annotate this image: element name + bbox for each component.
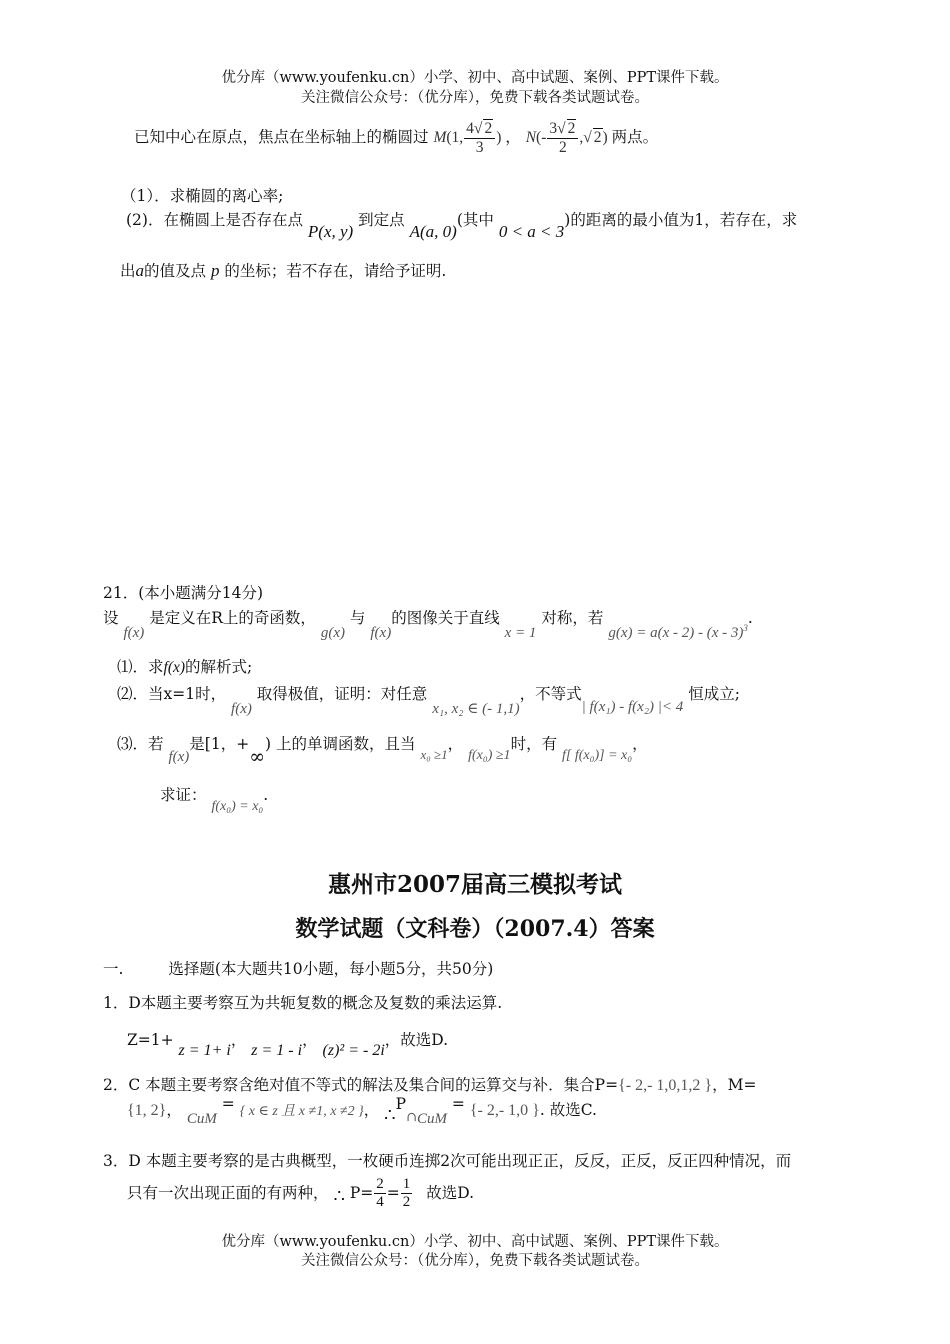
a1-end: ，故选D. <box>384 1031 449 1049</box>
point-n-close: ) <box>602 128 608 146</box>
q21-l1-a: 设 <box>103 609 119 627</box>
q21-s2-b: 取得极值，证明：对任意 <box>256 685 428 703</box>
q21-l1-e: 对称，若 <box>541 609 604 627</box>
q21-sub-1 <box>117 655 252 677</box>
proof-formula: f(x₀) = x₀ <box>211 799 264 814</box>
a3-end: 故选D. <box>426 1183 475 1202</box>
q20-part-3-line <box>120 259 446 281</box>
f-of-x-s1: f(x) <box>163 659 186 676</box>
q21-s3-f: ， <box>632 735 648 753</box>
q21-s3-d: ， <box>447 735 464 753</box>
point-m-fraction <box>464 120 495 157</box>
q20-intro-line <box>134 120 658 157</box>
point-n-label: N <box>525 128 537 146</box>
a3-den1: 4 <box>376 1194 384 1211</box>
q21-proof-end: . <box>263 786 269 804</box>
q21-l1-end: . <box>747 609 753 627</box>
f-of-x-s3: f(x) <box>168 749 190 765</box>
a2-set-p: {- 2,- 1,0,1,2 } <box>618 1077 713 1094</box>
q20-part-3-b: 的值及点 <box>144 262 207 280</box>
header-line-2: 关注微信公众号：（优分库），免费下载各类试题试卷。 <box>301 90 649 106</box>
q20-separator: ， <box>505 127 521 146</box>
a2-eq2: = <box>451 1095 465 1113</box>
therefore-icon: ∴ <box>384 1105 396 1126</box>
a2-cum-2: CuM <box>416 1111 447 1127</box>
q20-intro-text: 已知中心在原点，焦点在坐标轴上的椭圆过 <box>134 127 429 146</box>
var-a: a <box>135 261 145 280</box>
q21-s3-b: 是[1，+ <box>189 735 250 753</box>
a2-eq: = <box>221 1095 235 1113</box>
g-formula <box>608 625 748 641</box>
a3-den2: 2 <box>402 1194 411 1211</box>
x0-condition: x₀ ≥1 <box>420 747 448 762</box>
q21-l1-d: 的图像关于直线 <box>391 609 500 627</box>
sqrt-icon: √ <box>473 120 483 137</box>
q21-heading: 21．(本小题满分14分) <box>103 584 264 602</box>
q21-s2-c: ，不等式 <box>519 685 582 703</box>
point-m-close: ) <box>496 128 502 146</box>
answer-title-1: 惠州市2007届高三模拟考试 <box>327 871 622 898</box>
q21-sub-3 <box>117 732 937 768</box>
f-of-x-2: f(x) <box>370 625 392 641</box>
ffx0-condition: f[ f(x₀)] = x₀ <box>562 748 633 763</box>
footer-line-2: 关注微信公众号：（优分库），免费下载各类试题试卷。 <box>301 1253 649 1269</box>
a3-p: P= <box>349 1183 374 1202</box>
a1-s2: ， <box>302 1031 318 1049</box>
var-p: p <box>210 261 220 280</box>
point-m-den: 3 <box>475 138 484 156</box>
a3-num2: 1 <box>401 1176 413 1194</box>
header-line-1: 优分库（www.youfenku.cn）小学、初中、高中试题、案例、PPT课件下载。 <box>221 70 729 86</box>
q21-s1-b: 的解析式; <box>185 658 253 676</box>
a2-p2: P <box>395 1095 407 1113</box>
a3-frac-1 <box>374 1176 386 1212</box>
point-m-num-4: 4 <box>466 120 474 137</box>
a2-end: . 故选C. <box>539 1101 597 1119</box>
q21-line-1 <box>103 606 933 641</box>
section-1 <box>103 957 493 979</box>
q21-s3-a: ⑶．若 <box>117 735 164 753</box>
infinity-icon: ∞ <box>249 746 266 768</box>
q20-part-2-c: (其中 <box>456 211 494 229</box>
answer-1: 1．D本题主要考察互为共轭复数的概念及复数的乘法运算. <box>103 994 503 1012</box>
sqrt-icon: √ <box>583 128 592 146</box>
f-of-x: f(x) <box>123 625 145 641</box>
range-a: 0 < a < 3 <box>498 222 565 241</box>
point-n-root: 2 <box>593 128 602 146</box>
therefore-icon: ∴ <box>333 1185 345 1207</box>
point-n-num-root: 2 <box>567 120 576 137</box>
inequality: | f(x₁) - f(x₂) |< 4 <box>581 699 684 715</box>
a1-s1: ， <box>230 1031 247 1049</box>
line-x-eq-1: x = 1 <box>504 625 537 641</box>
answer-title-2: 数学试题（文科卷）（2007.4）答案 <box>295 916 655 942</box>
a1-z: Z=1+ <box>127 1031 174 1049</box>
q21-proof <box>160 783 269 814</box>
a3-b: 只有一次出现正面的有两种， <box>127 1183 329 1202</box>
point-p-xy: P(x, y) <box>307 222 354 241</box>
q21-s2-a: ⑵．当x=1时， <box>117 685 227 703</box>
a2-m: ，M= <box>712 1076 757 1094</box>
section-1-num: 一. <box>103 960 124 978</box>
point-n-num-3: 3 <box>549 120 558 137</box>
q20-part-2-b: 到定点 <box>358 211 405 229</box>
f-x0-condition: f(x₀) ≥1 <box>468 748 511 763</box>
q20-part-2-a: (2)．在椭圆上是否存在点 <box>126 211 303 229</box>
q20-part-2-d: )的距离的最小值为1，若存在，求 <box>564 211 798 229</box>
section-1-text: 选择题(本大题共10小题，每小题5分，共50分) <box>168 960 494 978</box>
q21-l1-b: 是定义在R上的奇函数， <box>149 609 316 627</box>
answer-2-line-2 <box>127 1095 597 1127</box>
q20-part-3-c: 的坐标；若不存在，请给予证明. <box>224 262 447 280</box>
q20-part-2-line <box>126 208 798 241</box>
a2-set-m: {1, 2} <box>127 1102 167 1119</box>
a3-num1: 2 <box>374 1176 386 1194</box>
point-n <box>525 120 612 156</box>
a1-eq2: z = 1 - i <box>251 1042 303 1059</box>
a2-s2: ， <box>363 1101 380 1119</box>
a2-result: {- 2,- 1,0 } <box>469 1102 540 1119</box>
point-m-num-root: 2 <box>484 120 493 137</box>
a2-cum: CuM <box>186 1111 217 1127</box>
point-m-label: M <box>433 128 447 146</box>
q21-s3-c: ) 上的单调函数，且当 <box>265 735 416 753</box>
point-m-open: (1, <box>446 128 464 146</box>
point-n-den: 2 <box>558 138 567 156</box>
q21-s1-a: ⑴．求 <box>117 658 164 676</box>
q20-intro-tail: 两点。 <box>611 127 659 146</box>
g-formula-exp: 3 <box>743 623 748 633</box>
a3-frac-2 <box>401 1176 413 1212</box>
point-a: A(a, 0) <box>409 222 457 241</box>
point-n-comma: , <box>579 128 584 146</box>
point-n-fraction <box>547 120 578 157</box>
point-m <box>433 120 505 156</box>
q21-s3-e: 时，有 <box>510 735 558 753</box>
q21-l1-c: 与 <box>349 609 366 627</box>
a1-eq1: z = 1+ i <box>178 1042 231 1059</box>
answer-3-line-2 <box>127 1176 474 1212</box>
sqrt-icon: √ <box>557 120 566 137</box>
f-of-x-s2: f(x) <box>231 701 252 717</box>
a3-eq: = <box>386 1183 400 1202</box>
g-of-x: g(x) <box>320 625 345 641</box>
answer-2 <box>103 1073 943 1095</box>
q20-part-3-a: 出 <box>120 262 136 280</box>
a2-text: 2．C 本题主要考察含绝对值不等式的解法及集合间的运算交与补．集合P= <box>103 1076 619 1094</box>
a2-s: ， <box>166 1101 182 1119</box>
q21-s2-d: 恒成立; <box>688 685 740 703</box>
a2-cuset: { x ∈ z 且 x ≠1, x ≠2 } <box>239 1104 364 1119</box>
q21-proof-a: 求证： <box>160 786 207 804</box>
footer-line-1: 优分库（www.youfenku.cn）小学、初中、高中试题、案例、PPT课件下载。 <box>221 1234 729 1250</box>
cap-icon: ∩ <box>406 1110 417 1125</box>
q21-sub-2 <box>117 682 937 717</box>
answer-3: 3．D 本题主要考察的是古典概型，一枚硬币连掷2次可能出现正正，反反，正反，反正四种情况，而 <box>103 1152 792 1170</box>
x1-x2-interval: x₁, x₂ ∈ (- 1,1) <box>432 701 520 717</box>
q20-part-1: （1）．求椭圆的离心率; <box>121 187 284 205</box>
answer-1-formula-line <box>127 1028 449 1059</box>
g-formula-body: g(x) = a(x - 2) - (x - 3) <box>608 625 744 641</box>
point-n-open: (- <box>536 128 547 146</box>
a1-eq3: (z)² = - 2i <box>322 1042 385 1059</box>
